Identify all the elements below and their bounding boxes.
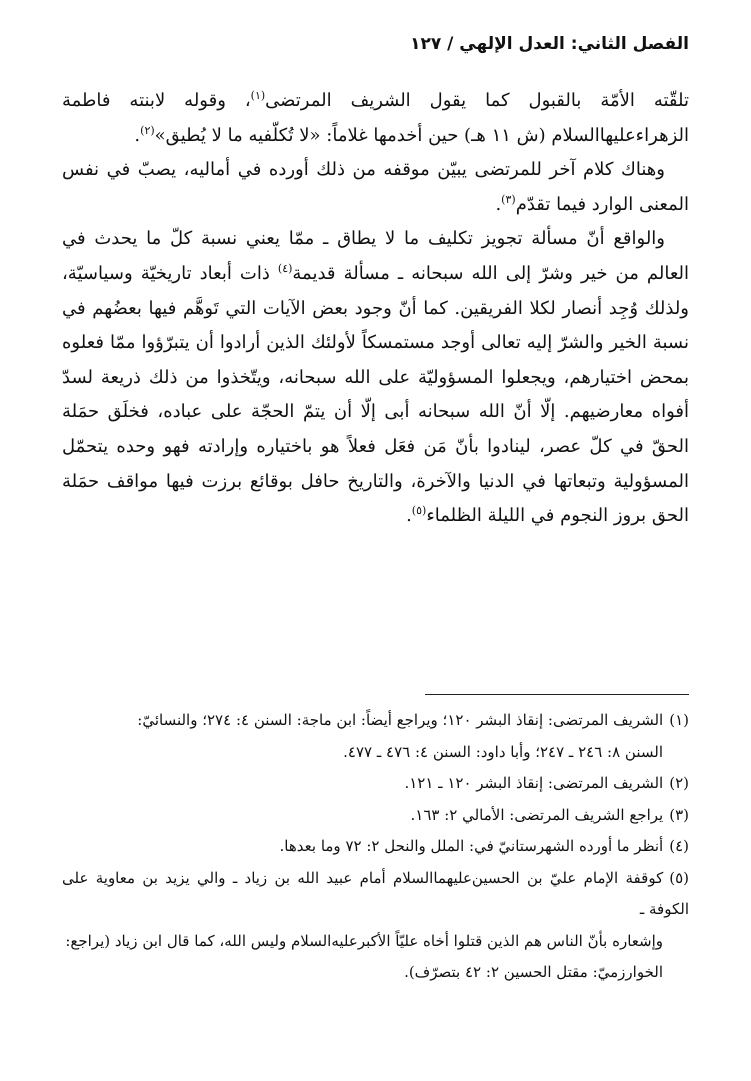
body-paragraph bbox=[62, 84, 689, 153]
footnote bbox=[62, 863, 689, 989]
footnote-reference: (٤) bbox=[277, 261, 293, 275]
paragraph-text: . bbox=[406, 505, 412, 527]
footnote-reference: (٥) bbox=[411, 504, 427, 518]
footnote-number: (١) bbox=[669, 711, 689, 729]
footnote-line bbox=[62, 800, 689, 832]
footnote-line bbox=[62, 863, 689, 926]
footnotes bbox=[62, 705, 689, 989]
paragraph-text: . bbox=[134, 124, 141, 146]
footnote-line bbox=[62, 957, 689, 989]
paragraph-text: ذات أبعاد تاريخيّة وسياسيّة، ولذلك وُجِد أنصار لكلا الفريقين. كما أنّ وجود بعض الآيات التي تَوهَّم فيها بعضُهم في نسبة الخير والشرّ إليه تعالى أوجد مستمسكاً لأولئك الذين أرادوا أن يتبرّؤوا ممّا فعلوه بمحض اختيارهم، ويجعلوا المسؤوليّة على الله سبحانه، ويتّخذوا من ذلك ذريعة لسدّ أفواه معارضيهم. إلّا أنّ الله سبحانه أبى إلّا أن يتمّ الحجّة على عباده، فخلَق حمَلة الحقّ في كلّ عصر، لينادوا بأنّ مَن فعَل فعلاً هو باختياره وإرادته فهو وحده يتحمّل المسؤولية وتبعاتها في الدنيا والآخرة، والتاريخ حافل بوقائع برزت فيها مواقف حمَلة الحق بروز النجوم في الليلة الظلماء bbox=[62, 262, 689, 527]
body-paragraph bbox=[62, 153, 689, 222]
footnote-reference: (٢) bbox=[140, 123, 155, 137]
footnote-text: الشريف المرتضى: إنقاذ البشر ١٢٠؛ ويراجع أيضاً: ابن ماجة: السنن ٤: ٢٧٤؛ والنسائيّ: bbox=[137, 711, 664, 729]
footnote-reference: (١) bbox=[250, 89, 266, 102]
footnote-line bbox=[62, 831, 689, 863]
footnote-text: كوقفة الإمام عليّ بن الحسين‌عليهما‌السلام أمام عبيد الله بن زياد ـ والي يزيد بن معاوية على الكوفة ـ bbox=[62, 868, 689, 918]
paragraph-text: تلقّته الأمّة بالقبول كما يقول الشريف المرتضى bbox=[265, 90, 689, 111]
body-paragraph bbox=[62, 222, 689, 533]
body-text bbox=[62, 84, 689, 534]
footnote-text: الشريف المرتضى: إنقاذ البشر ١٢٠ ـ ١٢١. bbox=[404, 774, 664, 792]
footnote-divider bbox=[425, 694, 689, 695]
footnote-line bbox=[62, 705, 689, 737]
footnote-text: أنظر ما أورده الشهرستانيّ في: الملل والنحل ٢: ٧٢ وما بعدها. bbox=[279, 837, 664, 855]
paragraph-text: وهناك كلام آخر للمرتضى يبيّن موقفه من ذلك أورده في أماليه، يصبّ في نفس المعنى الوارد فيما تقدّم bbox=[62, 159, 689, 215]
running-head: الفصل الثاني: العدل الإلهي / ١٢٧ bbox=[410, 34, 689, 54]
paragraph-text: ، وقوله لابنته فاطمة الزهراء‌عليها‌السلام (ش ١١ هـ) حين أخدمها غلاماً: «لا تُكلّفيه ما لا يُطيق» bbox=[62, 90, 689, 146]
footnote-text: الخوارزميّ: مقتل الحسين ٢: ٤٢ بتصرّف). bbox=[404, 963, 663, 981]
footnote-line bbox=[62, 768, 689, 800]
footnote bbox=[62, 705, 689, 768]
footnote-text: السنن ٨: ٢٤٦ ـ ٢٤٧؛ وأبا داود: السنن ٤: ٤٧٦ ـ ٤٧٧. bbox=[343, 742, 663, 761]
footnote bbox=[62, 768, 689, 800]
footnote bbox=[62, 831, 689, 863]
paragraph-text: والواقع أنّ مسألة تجويز تكليف ما لا يطاق ـ ممّا يعني نسبة كلّ ما يحدث في العالم من خير وشرّ إلى الله سبحانه ـ مسألة قديمة bbox=[62, 228, 689, 284]
footnote-line bbox=[62, 737, 689, 769]
footnote-reference: (٣) bbox=[501, 192, 516, 206]
footnote bbox=[62, 800, 689, 832]
footnote-text: وإشعاره بأنّ الناس هم الذين قتلوا أخاه عليّاً الأكبر‌عليه‌السلام وليس الله، كما قال ابن زياد (يراجع: bbox=[65, 931, 663, 950]
footnote-text: يراجع الشريف المرتضى: الأمالي ٢: ١٦٣. bbox=[410, 805, 664, 824]
footnote-number: (٢) bbox=[669, 774, 689, 792]
footnote-number: (٤) bbox=[669, 837, 689, 855]
footnote-line bbox=[62, 926, 689, 958]
paragraph-text: . bbox=[495, 193, 502, 215]
footnote-number: (٣) bbox=[669, 805, 689, 824]
footnote-number: (٥) bbox=[669, 868, 689, 887]
